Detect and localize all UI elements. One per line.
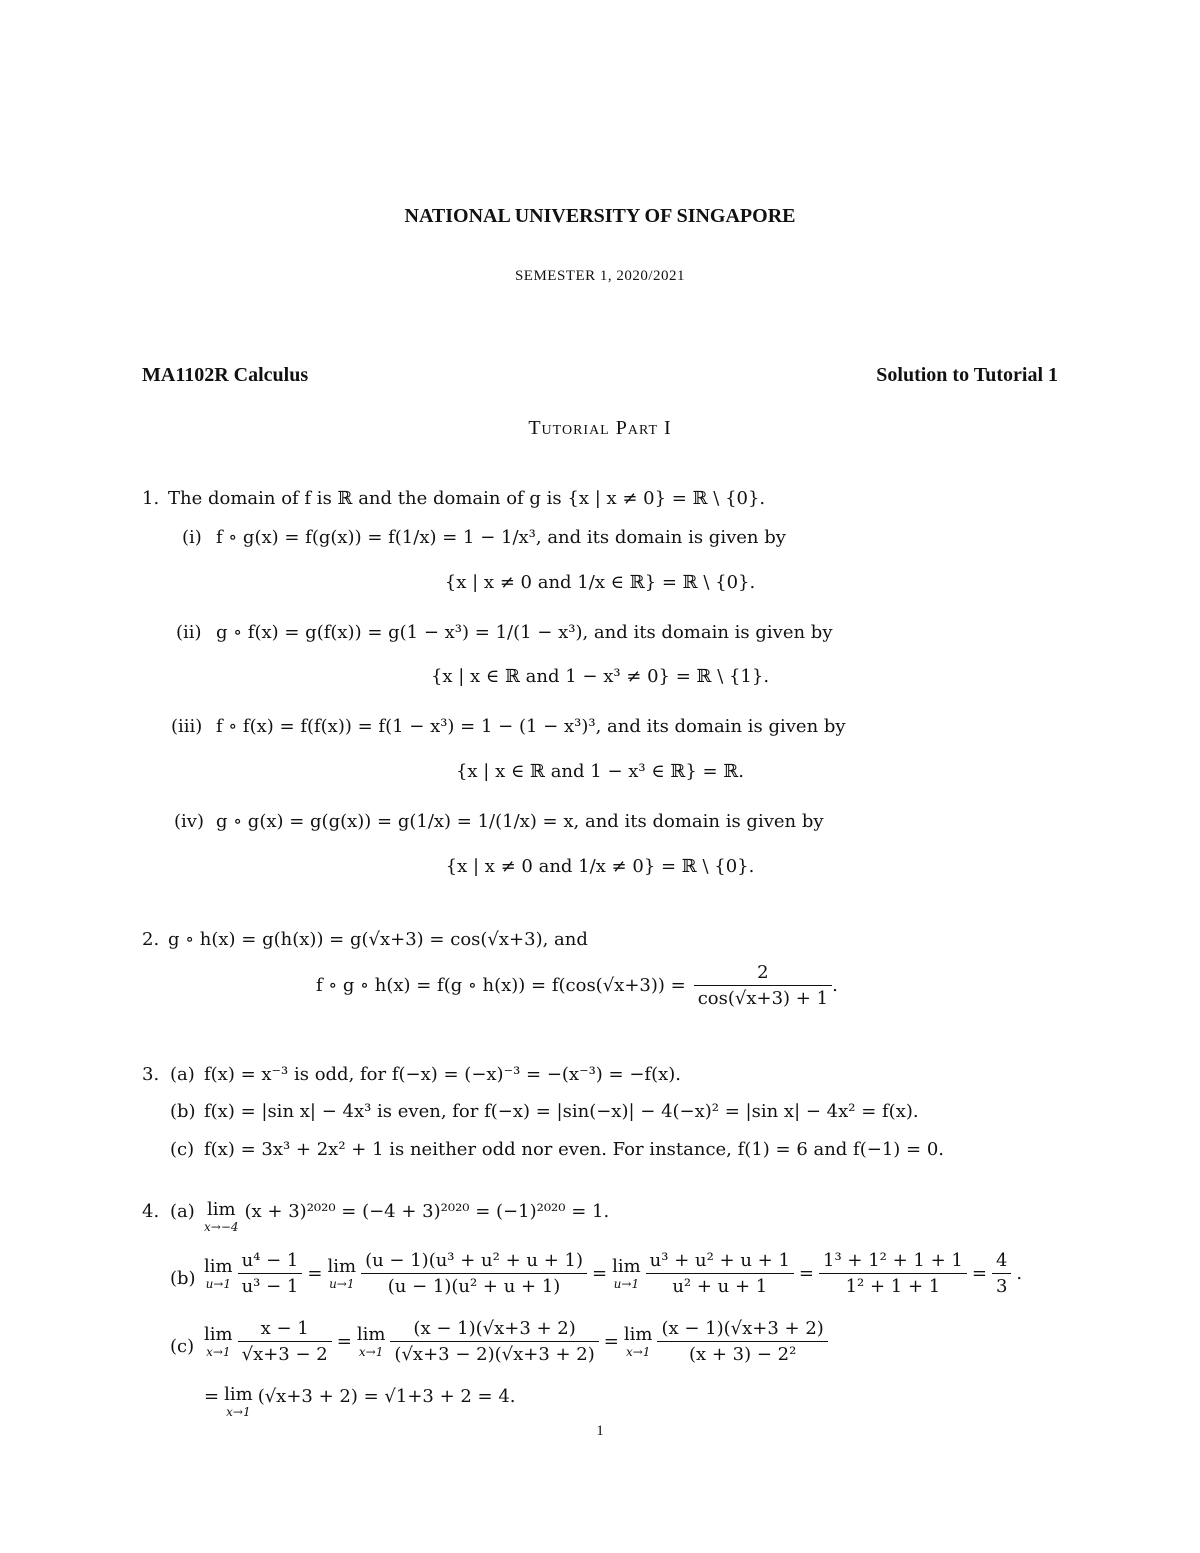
q2-line2: [316, 962, 838, 1009]
q1-i-domain: {x | x ≠ 0 and 1/x ∈ ℝ} = ℝ \ {0}.: [444, 572, 756, 593]
q3-c-text: f(x) = 3x³ + 2x² + 1 is neither odd nor even. For instance, f(1) = 6 and f(−1) = 0.: [204, 1139, 944, 1160]
q4-b-fraction-5: [992, 1250, 1011, 1297]
q3-a-label: (a): [170, 1064, 195, 1085]
q4-b-limit-3: [612, 1255, 641, 1291]
q1-i-line: f ∘ g(x) = f(g(x)) = f(1/x) = 1 − 1/x³, and its domain is given by: [216, 527, 786, 548]
equals-sign: =: [603, 1331, 619, 1352]
q4-c-limit-1: [204, 1323, 233, 1359]
equals-sign: =: [971, 1263, 987, 1284]
q4-c-fraction-3: [657, 1318, 827, 1365]
q4-b-lim-sub: u→1: [613, 1276, 640, 1291]
q4-b-limit-2: [327, 1255, 357, 1291]
equals-sign: =: [798, 1263, 815, 1284]
q4-c-fraction-1: [238, 1318, 332, 1365]
denominator: u² + u + 1: [646, 1273, 794, 1297]
q4-a-rest: (x + 3)²⁰²⁰ = (−4 + 3)²⁰²⁰ = (−1)²⁰²⁰ = 1.: [244, 1201, 610, 1222]
q4-b-fraction-2: [361, 1250, 587, 1297]
q4-b-fraction-3: [646, 1250, 794, 1297]
q4-b-fraction-4: [819, 1250, 967, 1297]
q4-a-limit: [204, 1201, 239, 1233]
q1-intro: The domain of f is ℝ and the domain of g is {x | x ≠ 0} = ℝ \ {0}.: [168, 488, 766, 509]
q2-line2-end: .: [832, 975, 838, 996]
q1-ii-domain: {x | x ∈ ℝ and 1 − x³ ≠ 0} = ℝ \ {1}.: [430, 666, 770, 687]
denominator: u³ − 1: [238, 1273, 303, 1297]
denominator: (√x+3 − 2)(√x+3 + 2): [390, 1341, 598, 1365]
q3-c-label: (c): [170, 1139, 195, 1160]
q4-c-lim-word: lim: [623, 1323, 653, 1345]
q1-iii-label: (iii): [171, 716, 203, 737]
q3-b-text: f(x) = |sin x| − 4x³ is even, for f(−x) = |sin(−x)| − 4(−x)² = |sin x| − 4x² = f(x).: [204, 1101, 919, 1122]
equals-sign: =: [307, 1263, 323, 1284]
q4-b-limit-1: [204, 1255, 233, 1291]
equals-sign: =: [591, 1263, 608, 1284]
q4-a-lim-word: lim: [206, 1199, 236, 1220]
semester-line: SEMESTER 1, 2020/2021: [514, 268, 686, 284]
q4-c-lim-sub: x→1: [206, 1344, 231, 1359]
denominator: 3: [992, 1273, 1011, 1297]
q4-c-limit-2: [356, 1323, 386, 1359]
numerator: (x − 1)(√x+3 + 2): [661, 1318, 824, 1339]
q2-fraction: [694, 962, 832, 1009]
numerator: x − 1: [260, 1318, 309, 1339]
q4-c-limit-4: [224, 1386, 253, 1418]
q4-c-limit-3: [623, 1323, 653, 1359]
q3-b-label: (b): [170, 1101, 196, 1122]
period: .: [1016, 1263, 1023, 1284]
q4-b-label: (b): [170, 1268, 196, 1289]
equals-sign: =: [336, 1331, 352, 1352]
q1-iv-domain: {x | x ≠ 0 and 1/x ≠ 0} = ℝ \ {0}.: [445, 856, 755, 877]
q4-c-lim-word: lim: [204, 1323, 233, 1345]
q4-b-expression: [204, 1250, 1022, 1297]
equals-sign: =: [204, 1386, 220, 1407]
q4-c-lim-word: lim: [224, 1384, 253, 1405]
q3-a-text: f(x) = x⁻³ is odd, for f(−x) = (−x)⁻³ = −(x⁻³) = −f(x).: [204, 1064, 682, 1085]
q4-b-lim-sub: u→1: [205, 1276, 231, 1291]
q4-c-lim-sub: x→1: [358, 1344, 384, 1359]
q4-b-lim-word: lim: [327, 1255, 357, 1277]
q1-iv-label: (iv): [174, 811, 204, 832]
course-title: MA1102R Calculus: [142, 364, 309, 386]
q4-b-lim-word: lim: [612, 1255, 641, 1277]
q4-c-label: (c): [170, 1336, 195, 1357]
q2-fraction-numerator: 2: [757, 962, 769, 983]
document-type: Solution to Tutorial 1: [876, 364, 1058, 386]
q1-iii-domain: {x | x ∈ ℝ and 1 − x³ ∈ ℝ} = ℝ.: [455, 761, 744, 782]
q4-b-lim-word: lim: [204, 1255, 233, 1277]
numerator: (x − 1)(√x+3 + 2): [413, 1318, 576, 1339]
q4-a-lim-sub: x→−4: [204, 1220, 239, 1234]
denominator: √x+3 − 2: [238, 1341, 332, 1365]
q1-iii-line: f ∘ f(x) = f(f(x)) = f(1 − x³) = 1 − (1 − x³)³, and its domain is given by: [216, 716, 846, 737]
q2-line1: g ∘ h(x) = g(h(x)) = g(√x+3) = cos(√x+3), and: [168, 929, 588, 950]
q2-line2-lhs: f ∘ g ∘ h(x) = f(g ∘ h(x)) = f(cos(√x+3)) =: [316, 975, 686, 996]
denominator: 1² + 1 + 1: [819, 1273, 967, 1297]
q4-number: 4.: [142, 1201, 160, 1222]
page-number: 1: [596, 1423, 604, 1439]
q4-a-expression: [204, 1201, 609, 1233]
q1-number: 1.: [142, 488, 160, 509]
q4-c-lim-sub: x→1: [226, 1405, 251, 1419]
numerator: u³ + u² + u + 1: [649, 1250, 790, 1271]
q1-iv-line: g ∘ g(x) = g(g(x)) = g(1/x) = 1/(1/x) = x, and its domain is given by: [216, 811, 824, 832]
q4-c-last: (√x+3 + 2) = √1+3 + 2 = 4.: [257, 1386, 516, 1407]
part-heading: Tutorial Part I: [528, 417, 672, 439]
q4-a-label: (a): [170, 1201, 195, 1222]
q4-c-fraction-2: [390, 1318, 598, 1365]
denominator: (x + 3) − 2²: [657, 1341, 827, 1365]
q2-fraction-denominator: cos(√x+3) + 1: [694, 985, 832, 1009]
q4-c-lim-sub: x→1: [625, 1344, 651, 1359]
q1-ii-line: g ∘ f(x) = g(f(x)) = g(1 − x³) = 1/(1 − x³), and its domain is given by: [216, 622, 833, 643]
university-title: NATIONAL UNIVERSITY OF SINGAPORE: [404, 205, 796, 227]
numerator: 4: [995, 1250, 1008, 1271]
q3-number: 3.: [142, 1064, 160, 1085]
numerator: 1³ + 1² + 1 + 1: [823, 1250, 963, 1271]
q4-c-final-line: [204, 1386, 516, 1418]
q1-ii-label: (ii): [176, 622, 202, 643]
numerator: (u − 1)(u³ + u² + u + 1): [365, 1250, 583, 1271]
denominator: (u − 1)(u² + u + 1): [361, 1273, 587, 1297]
q2-number: 2.: [142, 929, 160, 950]
numerator: u⁴ − 1: [241, 1250, 299, 1271]
q1-i-label: (i): [182, 527, 202, 548]
q4-b-fraction-1: [238, 1250, 303, 1297]
q4-c-expression: [204, 1318, 828, 1365]
q4-b-lim-sub: u→1: [329, 1276, 355, 1291]
q4-c-lim-word: lim: [356, 1323, 386, 1345]
